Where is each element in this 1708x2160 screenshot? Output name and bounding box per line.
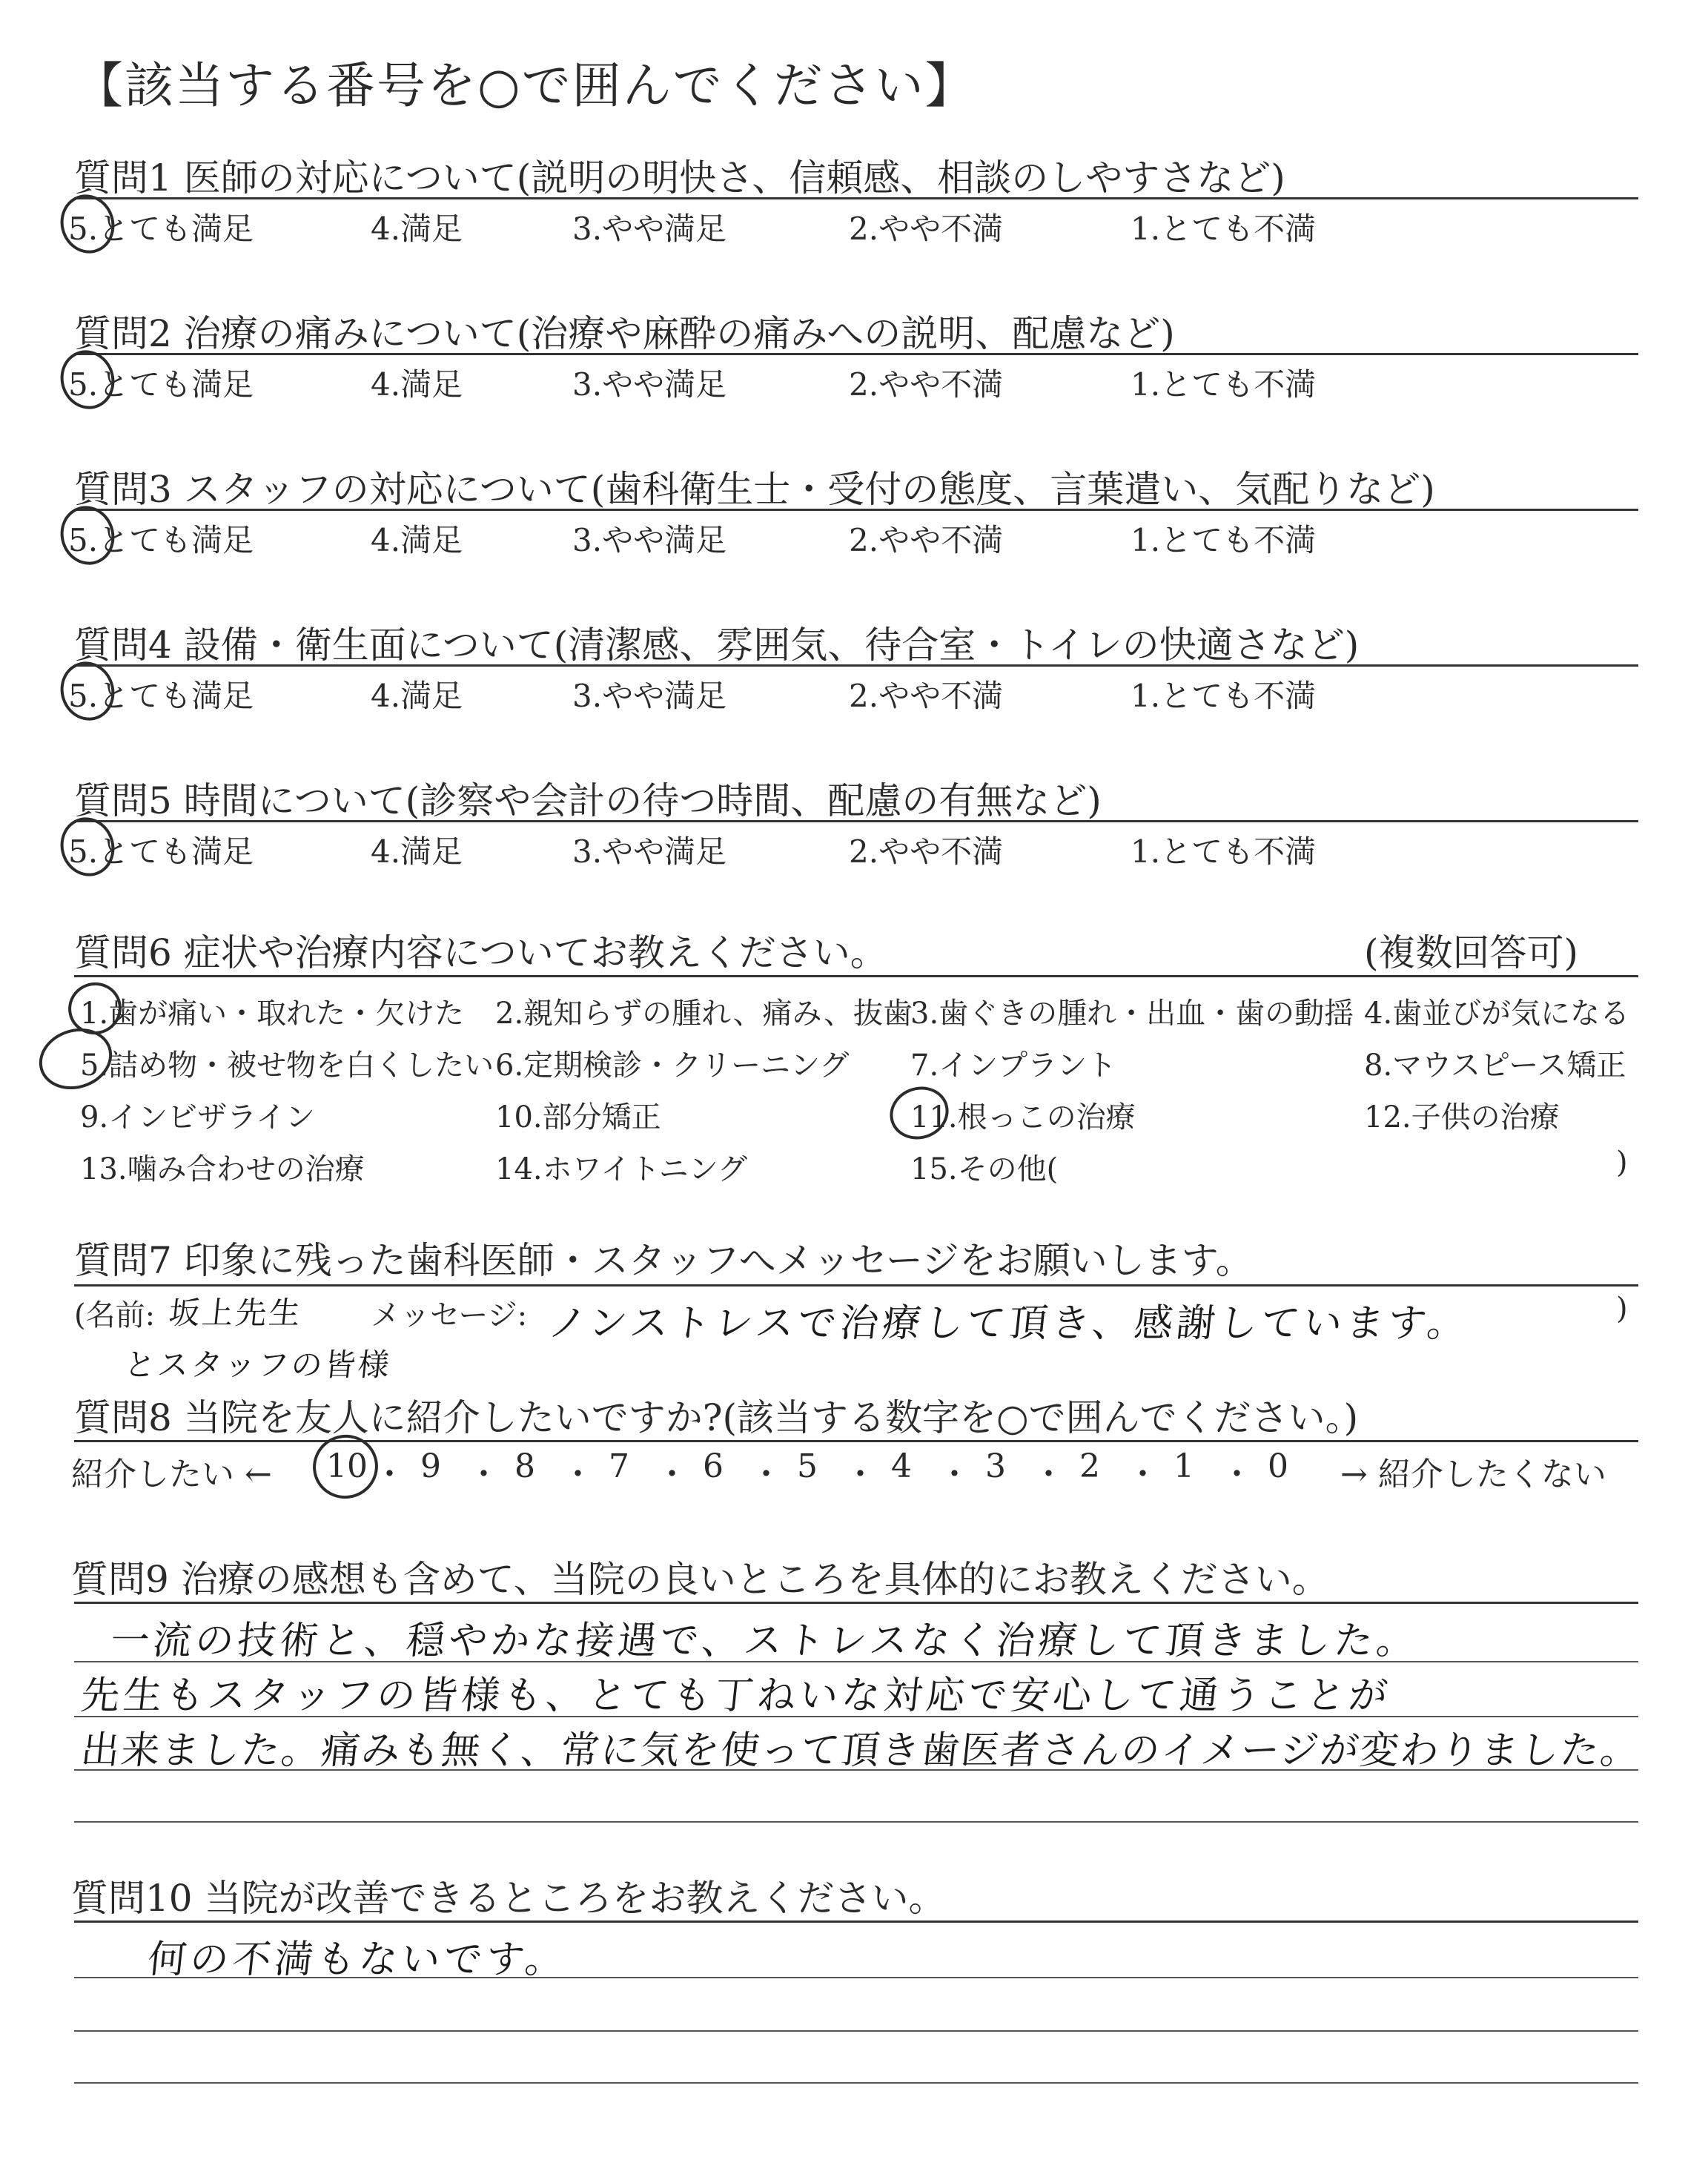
q5-option-5[interactable]: 5.とても満足 bbox=[68, 833, 254, 870]
q9-title: 質問9 治療の感想も含めて、当院の良いところを具体的にお教えください。 bbox=[71, 1558, 1329, 1601]
q6-note: (複数回答可) bbox=[1364, 931, 1579, 974]
q8-scale-value-2[interactable]: 2 bbox=[1079, 1447, 1100, 1485]
q8-scale-separator: ・ bbox=[749, 1456, 783, 1493]
q8-right-label: → 紹介したくない bbox=[1340, 1456, 1606, 1493]
q6-option-13[interactable]: 13.噛み合わせの治療 bbox=[80, 1152, 365, 1186]
q6-option-9[interactable]: 9.インビザライン bbox=[80, 1100, 315, 1135]
q1-option-1[interactable]: 1.とても不満 bbox=[1131, 211, 1317, 247]
q1-option-5[interactable]: 5.とても満足 bbox=[68, 211, 254, 247]
q6-option-8[interactable]: 8.マウスピース矯正 bbox=[1364, 1048, 1626, 1083]
q5-title: 質問5 時間について(診察や会計の待つ時間、配慮の有無など) bbox=[74, 779, 1102, 822]
q6-title: 質問6 症状や治療内容についてお教えください。 bbox=[74, 931, 887, 974]
q6-option-4[interactable]: 4.歯並びが気になる bbox=[1364, 997, 1630, 1031]
q8-scale-value-0[interactable]: 0 bbox=[1268, 1447, 1288, 1485]
q3-option-2[interactable]: 2.やや不満 bbox=[849, 522, 1004, 558]
q6-option-5[interactable]: 5.詰め物・被せ物を白くしたい bbox=[80, 1048, 494, 1083]
q9-line-4 bbox=[74, 1821, 1638, 1823]
q6-option-2[interactable]: 2.親知らずの腫れ、痛み、抜歯 bbox=[495, 997, 913, 1031]
q3-option-4[interactable]: 4.満足 bbox=[371, 522, 463, 558]
q8-scale-separator: ・ bbox=[1220, 1456, 1254, 1493]
q10-rule bbox=[74, 1920, 1638, 1923]
q10-line-3 bbox=[74, 2082, 1638, 2084]
q4-rule bbox=[74, 664, 1638, 667]
q8-scale-value-9[interactable]: 9 bbox=[420, 1447, 441, 1485]
q5-option-1[interactable]: 1.とても不満 bbox=[1131, 833, 1317, 870]
q10-answer[interactable]: 何の不満もないです。 bbox=[145, 1938, 570, 1982]
q8-scale-separator: ・ bbox=[844, 1456, 877, 1493]
q8-rule bbox=[74, 1440, 1638, 1442]
q2-title: 質問2 治療の痛みについて(治療や麻酔の痛みへの説明、配慮など) bbox=[74, 312, 1175, 355]
q9-answer-line-1[interactable]: 一流の技術と、穏やかな接遇で、ストレスなく治療して頂きました。 bbox=[108, 1619, 1421, 1663]
q6-option-10[interactable]: 10.部分矯正 bbox=[495, 1100, 661, 1135]
q4-option-2[interactable]: 2.やや不満 bbox=[849, 678, 1004, 714]
q7-title: 質問7 印象に残った歯科医師・スタッフへメッセージをお願いします。 bbox=[74, 1239, 1253, 1282]
selection-circle-q6-11 bbox=[883, 1079, 956, 1146]
q8-scale-value-3[interactable]: 3 bbox=[985, 1447, 1006, 1485]
q8-scale-value-8[interactable]: 8 bbox=[514, 1447, 535, 1485]
q8-scale-value-6[interactable]: 6 bbox=[703, 1447, 724, 1485]
q6-option-11[interactable]: 11.根っこの治療 bbox=[910, 1100, 1136, 1135]
q5-option-2[interactable]: 2.やや不満 bbox=[849, 833, 1004, 870]
q1-title: 質問1 医師の対応について(説明の明快さ、信頼感、相談のしやすさなど) bbox=[74, 156, 1285, 199]
q7-name-label: (名前: bbox=[74, 1298, 156, 1332]
q8-scale-separator: ・ bbox=[373, 1456, 406, 1493]
q9-answer-line-3[interactable]: 出来ました。痛みも無く、常に気を使って頂き歯医者さんのイメージが変わりました。 bbox=[79, 1728, 1643, 1773]
q7-close-paren: ) bbox=[1616, 1292, 1628, 1326]
q8-title: 質問8 当院を友人に紹介したいですか?(該当する数字を○で囲んでください。) bbox=[74, 1396, 1359, 1439]
q2-option-2[interactable]: 2.やや不満 bbox=[849, 366, 1004, 403]
q6-option-3[interactable]: 3.歯ぐきの腫れ・出血・歯の動揺 bbox=[910, 997, 1354, 1031]
q7-message-value[interactable]: ノンストレスで治療して頂き、感謝しています。 bbox=[546, 1301, 1472, 1346]
q6-option-7[interactable]: 7.インプラント bbox=[910, 1048, 1117, 1083]
q9-answer-line-2[interactable]: 先生もスタッフの皆様も、とても丁ねいな対応で安心して通うことが bbox=[79, 1674, 1394, 1718]
q7-rule bbox=[74, 1284, 1638, 1287]
q1-option-4[interactable]: 4.満足 bbox=[371, 211, 463, 247]
q8-scale-value-10[interactable]: 10 bbox=[326, 1447, 368, 1485]
q5-option-3[interactable]: 3.やや満足 bbox=[572, 833, 727, 870]
q10-title: 質問10 当院が改善できるところをお教えください。 bbox=[71, 1877, 946, 1920]
q9-rule bbox=[74, 1602, 1638, 1604]
q7-message-label: メッセージ: bbox=[371, 1298, 528, 1332]
q6-option-14[interactable]: 14.ホワイトニング bbox=[495, 1152, 748, 1186]
q1-option-3[interactable]: 3.やや満足 bbox=[572, 211, 727, 247]
q6-rule bbox=[74, 975, 1638, 977]
q3-option-5[interactable]: 5.とても満足 bbox=[68, 522, 254, 558]
q8-scale-separator: ・ bbox=[467, 1456, 500, 1493]
q7-name-value-2[interactable]: とスタッフの皆様 bbox=[122, 1347, 394, 1383]
q4-option-3[interactable]: 3.やや満足 bbox=[572, 678, 727, 714]
q6-option-15-close: ) bbox=[1616, 1146, 1628, 1180]
q8-left-label: 紹介したい ← bbox=[71, 1456, 272, 1493]
q6-option-1[interactable]: 1.歯が痛い・取れた・欠けた bbox=[80, 997, 465, 1031]
q8-scale-value-1[interactable]: 1 bbox=[1174, 1447, 1194, 1485]
q2-option-4[interactable]: 4.満足 bbox=[371, 366, 463, 403]
q6-option-12[interactable]: 12.子供の治療 bbox=[1364, 1100, 1560, 1135]
q8-scale-separator: ・ bbox=[1126, 1456, 1159, 1493]
q3-option-3[interactable]: 3.やや満足 bbox=[572, 522, 727, 558]
q8-scale-value-7[interactable]: 7 bbox=[609, 1447, 629, 1485]
q5-option-4[interactable]: 4.満足 bbox=[371, 833, 463, 870]
q2-option-1[interactable]: 1.とても不満 bbox=[1131, 366, 1317, 403]
q2-option-5[interactable]: 5.とても満足 bbox=[68, 366, 254, 403]
q8-scale-separator: ・ bbox=[655, 1456, 689, 1493]
q4-option-4[interactable]: 4.満足 bbox=[371, 678, 463, 714]
q7-name-value-1[interactable]: 坂上先生 bbox=[167, 1295, 305, 1331]
q8-scale-value-4[interactable]: 4 bbox=[891, 1447, 912, 1485]
q10-line-2 bbox=[74, 2030, 1638, 2032]
q8-scale-value-5[interactable]: 5 bbox=[797, 1447, 818, 1485]
q3-title: 質問3 スタッフの対応について(歯科衛生士・受付の態度、言葉遣い、気配りなど) bbox=[74, 468, 1435, 511]
q6-option-6[interactable]: 6.定期検診・クリーニング bbox=[495, 1048, 850, 1083]
q8-scale-separator: ・ bbox=[938, 1456, 971, 1493]
q8-scale-separator: ・ bbox=[1032, 1456, 1065, 1493]
q6-option-15[interactable]: 15.その他( bbox=[910, 1152, 1059, 1186]
q8-scale-separator: ・ bbox=[561, 1456, 595, 1493]
q4-title: 質問4 設備・衛生面について(清潔感、雰囲気、待合室・トイレの快適さなど) bbox=[74, 624, 1360, 667]
q3-option-1[interactable]: 1.とても不満 bbox=[1131, 522, 1317, 558]
form-header: 【該当する番号を○で囲んでください】 bbox=[74, 57, 976, 114]
q4-option-5[interactable]: 5.とても満足 bbox=[68, 678, 254, 714]
q2-option-3[interactable]: 3.やや満足 bbox=[572, 366, 727, 403]
q4-option-1[interactable]: 1.とても不満 bbox=[1131, 678, 1317, 714]
q1-rule bbox=[74, 197, 1638, 199]
q5-rule bbox=[74, 820, 1638, 822]
q1-option-2[interactable]: 2.やや不満 bbox=[849, 211, 1004, 247]
q3-rule bbox=[74, 509, 1638, 511]
q2-rule bbox=[74, 353, 1638, 355]
